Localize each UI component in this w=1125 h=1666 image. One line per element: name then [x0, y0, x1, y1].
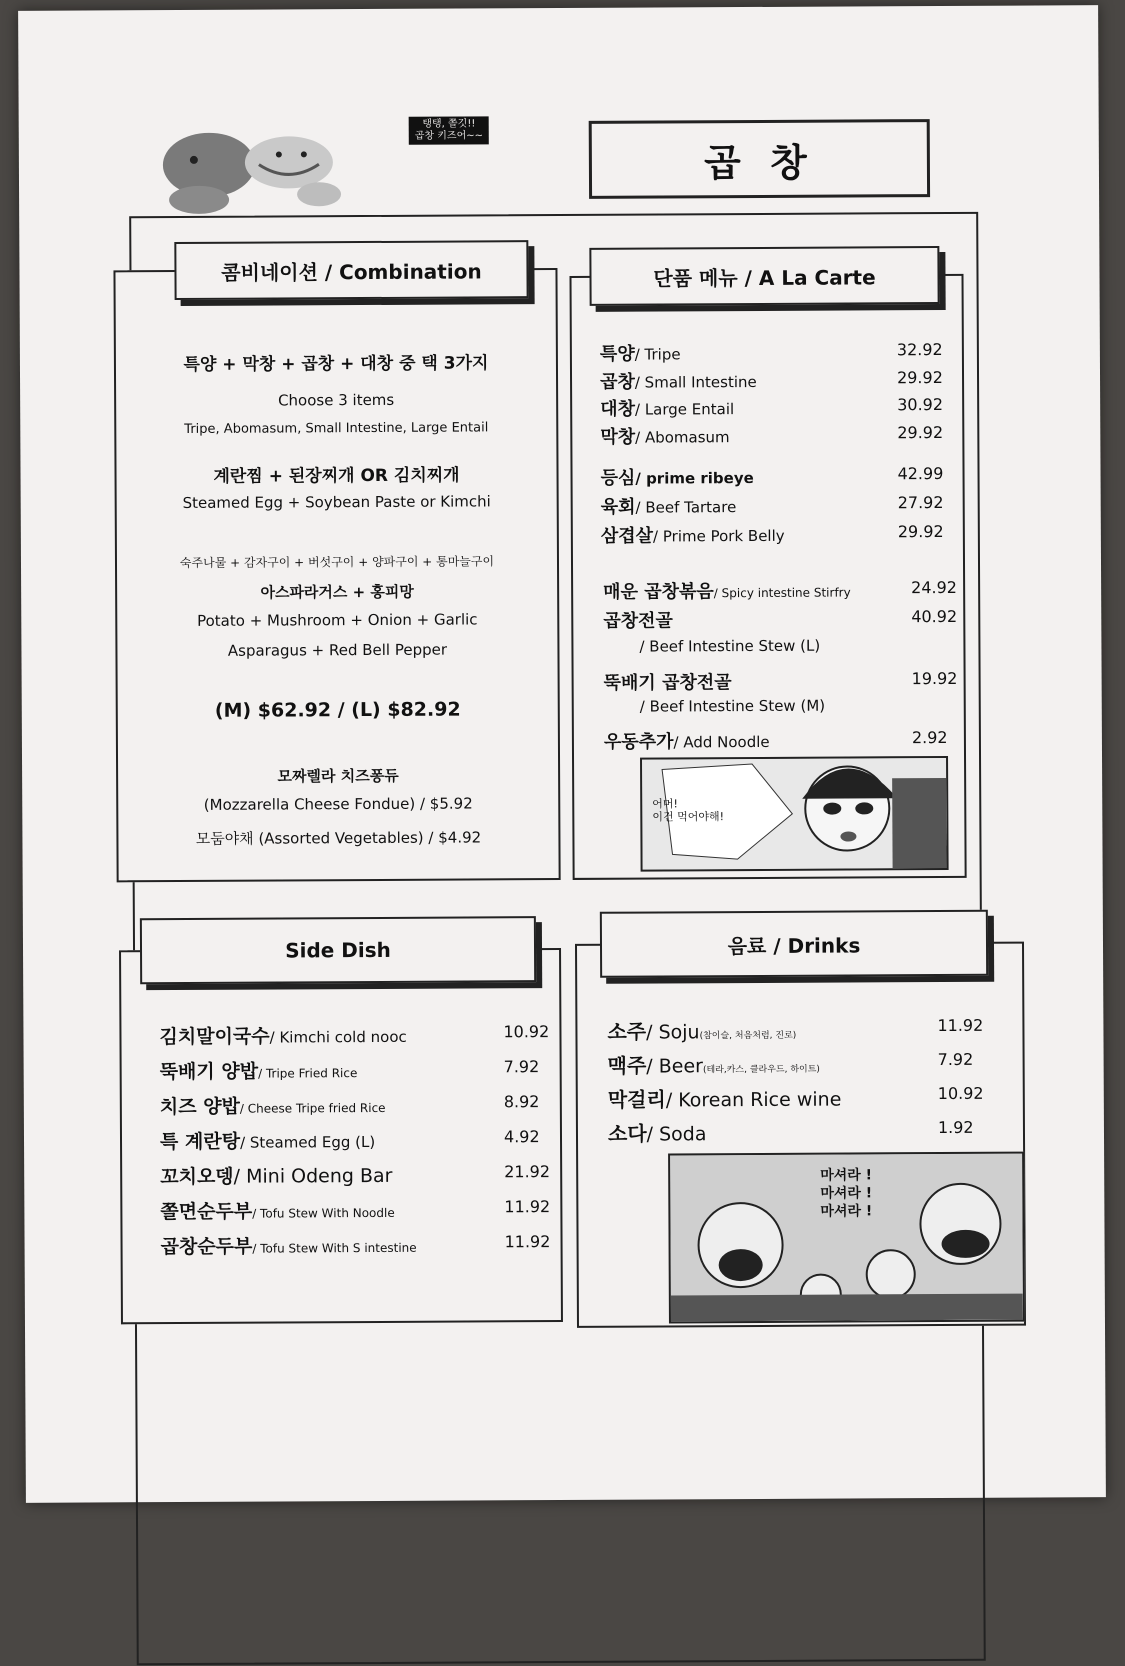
alacarte-panel [569, 274, 966, 880]
sidedish-item-ko: 곱창순두부 [160, 1235, 253, 1259]
combo-side-en: Steamed Egg + Soybean Paste or Kimchi [182, 492, 491, 512]
alacarte-item [603, 576, 851, 603]
sidedish-panel [119, 948, 563, 1324]
drinks-item-price: 7.92 [937, 1049, 974, 1070]
alacarte-item-price: 29.92 [897, 521, 944, 542]
menu-sheet [18, 5, 1106, 1503]
mascot-illustration [139, 124, 360, 225]
drinks-item-en: / Soju [646, 1021, 700, 1044]
alacarte-item-price: 40.92 [911, 606, 958, 627]
sidedish-item [160, 1196, 462, 1225]
alacarte-item [600, 422, 729, 449]
comic-drinking-speech: 마셔라 ! 마셔라 ! 마셔라 ! [820, 1167, 873, 1220]
alacarte-item-price: 30.92 [897, 395, 944, 415]
combination-header: 콤비네이션 / Combination [174, 240, 528, 300]
alacarte-item-price: 19.92 [911, 668, 958, 689]
alacarte-item-en: / Spicy intestine Stirfry [713, 585, 851, 601]
alacarte-item-ko: 삼겹살 [600, 525, 654, 547]
alacarte-item-price: 27.92 [897, 492, 944, 513]
assorted-veg: 모둠야채 (Assorted Vegetables) / $4.92 [195, 828, 482, 848]
sidedish-item-ko: 특 계란탕 [159, 1130, 241, 1154]
alacarte-item-ko: 육회 [600, 496, 636, 518]
combo-choice-line: 특양 + 막창 + 곱창 + 대창 중 택 3가지 [183, 353, 489, 375]
sidedish-item-ko: 김치말이국수 [159, 1025, 270, 1049]
alacarte-item [600, 463, 753, 490]
drinks-item-ko: 막걸리 [607, 1087, 666, 1112]
alacarte-item [604, 668, 732, 695]
fondue-en: (Mozzarella Cheese Fondue) / $5.92 [203, 794, 473, 814]
sidedish-item-en: / Cheese Tripe fried Rice [239, 1100, 386, 1116]
comic-woman [640, 756, 949, 872]
alacarte-item-ko: 특양 [599, 343, 635, 365]
alacarte-item [601, 492, 737, 519]
alacarte-item-price: 24.92 [911, 577, 957, 598]
drinks-item-price: 10.92 [937, 1083, 984, 1104]
alacarte-item-en: / Prime Pork Belly [652, 526, 785, 546]
sidedish-item-en: / Kimchi cold nooc [269, 1027, 407, 1047]
alacarte-item [639, 637, 820, 656]
drinks-item-note: (테라,카스, 클라우드, 하이트) [702, 1064, 820, 1076]
drinks-item [607, 1015, 796, 1045]
sidedish-item-en: / Mini Odeng Bar [233, 1164, 393, 1188]
sidedish-item-price: 4.92 [503, 1127, 540, 1147]
sidedish-item [160, 1126, 462, 1155]
page-title: 곱 창 [589, 119, 930, 199]
alacarte-item-ko: 막창 [600, 426, 636, 448]
sidedish-item-price: 11.92 [504, 1232, 551, 1252]
alacarte-item-en: / Tripe [634, 345, 681, 364]
alacarte-item-ko: 곱창 [599, 371, 635, 393]
alacarte-item-price: 29.92 [896, 368, 943, 388]
comic-woman-speech: 어머! 이건 먹어야해! [652, 797, 725, 824]
alacarte-item [600, 367, 757, 394]
alacarte-item-ko: 매운 곱창볶음 [603, 581, 714, 603]
drinks-panel [575, 942, 1026, 1328]
sidedish-item-price: 8.92 [503, 1092, 540, 1112]
alacarte-item-en: / Beef Tartare [635, 498, 737, 517]
sidedish-item [160, 1231, 462, 1260]
sidedish-item-price: 21.92 [504, 1162, 551, 1182]
combo-veg-ko: 숙주나물 + 감자구이 + 버섯구이 + 양파구이 + 통마늘구이 [179, 554, 495, 570]
drinks-item-en: / Beer [646, 1055, 704, 1078]
drinks-item-ko: 소주 [607, 1019, 647, 1044]
drinks-item-note: (참이슬, 처음처럼, 진로) [699, 1030, 797, 1042]
alacarte-item-ko: 우동추가 [603, 731, 674, 753]
sidedish-item-en: / Tripe Fried Rice [258, 1066, 358, 1081]
sidedish-item-ko: 꼬치오뎅 [160, 1165, 234, 1189]
alacarte-item-en: / Beef Intestine Stew (M) [639, 696, 826, 716]
alacarte-item-price: 29.92 [897, 423, 944, 443]
combo-veg-en-2: Asparagus + Red Bell Pepper [227, 640, 448, 660]
sidedish-item-price: 10.92 [503, 1022, 550, 1042]
alacarte-item [600, 339, 681, 365]
alacarte-item-en: / Large Entail [634, 400, 735, 419]
tagline-badge: 탱탱, 쫄깃!! 곱창 키즈어~~ [409, 116, 489, 144]
sidedish-item [160, 1091, 462, 1120]
drinks-item-en: / Soda [646, 1123, 707, 1146]
fondue-ko: 모짜렐라 치즈퐁듀 [277, 766, 399, 786]
combo-veg-en: Potato + Mushroom + Onion + Garlic [197, 610, 478, 630]
combo-items-text: Tripe, Abomasum, Small Intestine, Large Entail [184, 420, 489, 437]
alacarte-item [601, 521, 785, 548]
drinks-item-price: 1.92 [937, 1117, 974, 1138]
comic-drinking-men [668, 1152, 1025, 1324]
sidedish-item-price: 7.92 [503, 1057, 540, 1077]
sidedish-item-en: / Steamed Egg (L) [240, 1132, 376, 1152]
combo-price: (M) $62.92 / (L) $82.92 [214, 698, 461, 722]
sidedish-item-ko: 뚝배기 양밥 [159, 1060, 259, 1084]
alacarte-item [604, 727, 770, 754]
alacarte-item-en: / prime ribeye [635, 468, 754, 488]
drinks-item [608, 1117, 707, 1147]
drinks-item [608, 1083, 842, 1113]
sidedish-item [159, 1021, 461, 1050]
alacarte-item-en: / Beef Intestine Stew (L) [639, 636, 821, 656]
alacarte-item-ko: 대창 [600, 398, 636, 420]
sidedish-item-price: 11.92 [504, 1197, 551, 1217]
alacarte-item-price: 2.92 [911, 727, 948, 748]
drinks-item [608, 1049, 820, 1079]
sidedish-item [160, 1056, 462, 1085]
combo-side-ko: 계란찜 + 된장찌개 OR 김치찌개 [213, 465, 460, 487]
sidedish-item-en: / Tofu Stew With Noodle [252, 1205, 395, 1221]
sidedish-item-ko: 쫄면순두부 [160, 1200, 253, 1224]
alacarte-item [603, 606, 673, 632]
alacarte-item-price: 42.99 [897, 463, 944, 484]
alacarte-item-price: 32.92 [896, 340, 943, 360]
alacarte-header: 단품 메뉴 / A La Carte [589, 246, 939, 306]
alacarte-item [640, 697, 825, 716]
drinks-item-ko: 소다 [607, 1121, 647, 1146]
combo-veg-ko-2: 아스파라거스 + 홍피망 [260, 582, 414, 602]
drinks-item-ko: 맥주 [607, 1053, 647, 1078]
sidedish-item-en: / Tofu Stew With S intestine [252, 1240, 417, 1256]
alacarte-item [600, 394, 734, 421]
alacarte-item-en: / Abomasum [635, 428, 730, 447]
combination-panel [113, 268, 560, 882]
drinks-item-price: 11.92 [937, 1015, 984, 1036]
drinks-item-en: / Korean Rice wine [665, 1088, 842, 1112]
alacarte-item-en: / Small Intestine [634, 372, 757, 392]
sidedish-header: Side Dish [140, 916, 536, 984]
drinks-header: 음료 / Drinks [600, 910, 988, 978]
alacarte-item-en: / Add Noodle [673, 732, 770, 752]
alacarte-item-ko: 등심 [600, 467, 636, 489]
alacarte-item-ko: 뚝배기 곱창전골 [603, 672, 732, 694]
combo-choose-text: Choose 3 items [278, 390, 395, 410]
alacarte-item-ko: 곱창전골 [603, 610, 673, 632]
sidedish-item-ko: 치즈 양밥 [159, 1095, 240, 1119]
sidedish-item [160, 1161, 462, 1190]
